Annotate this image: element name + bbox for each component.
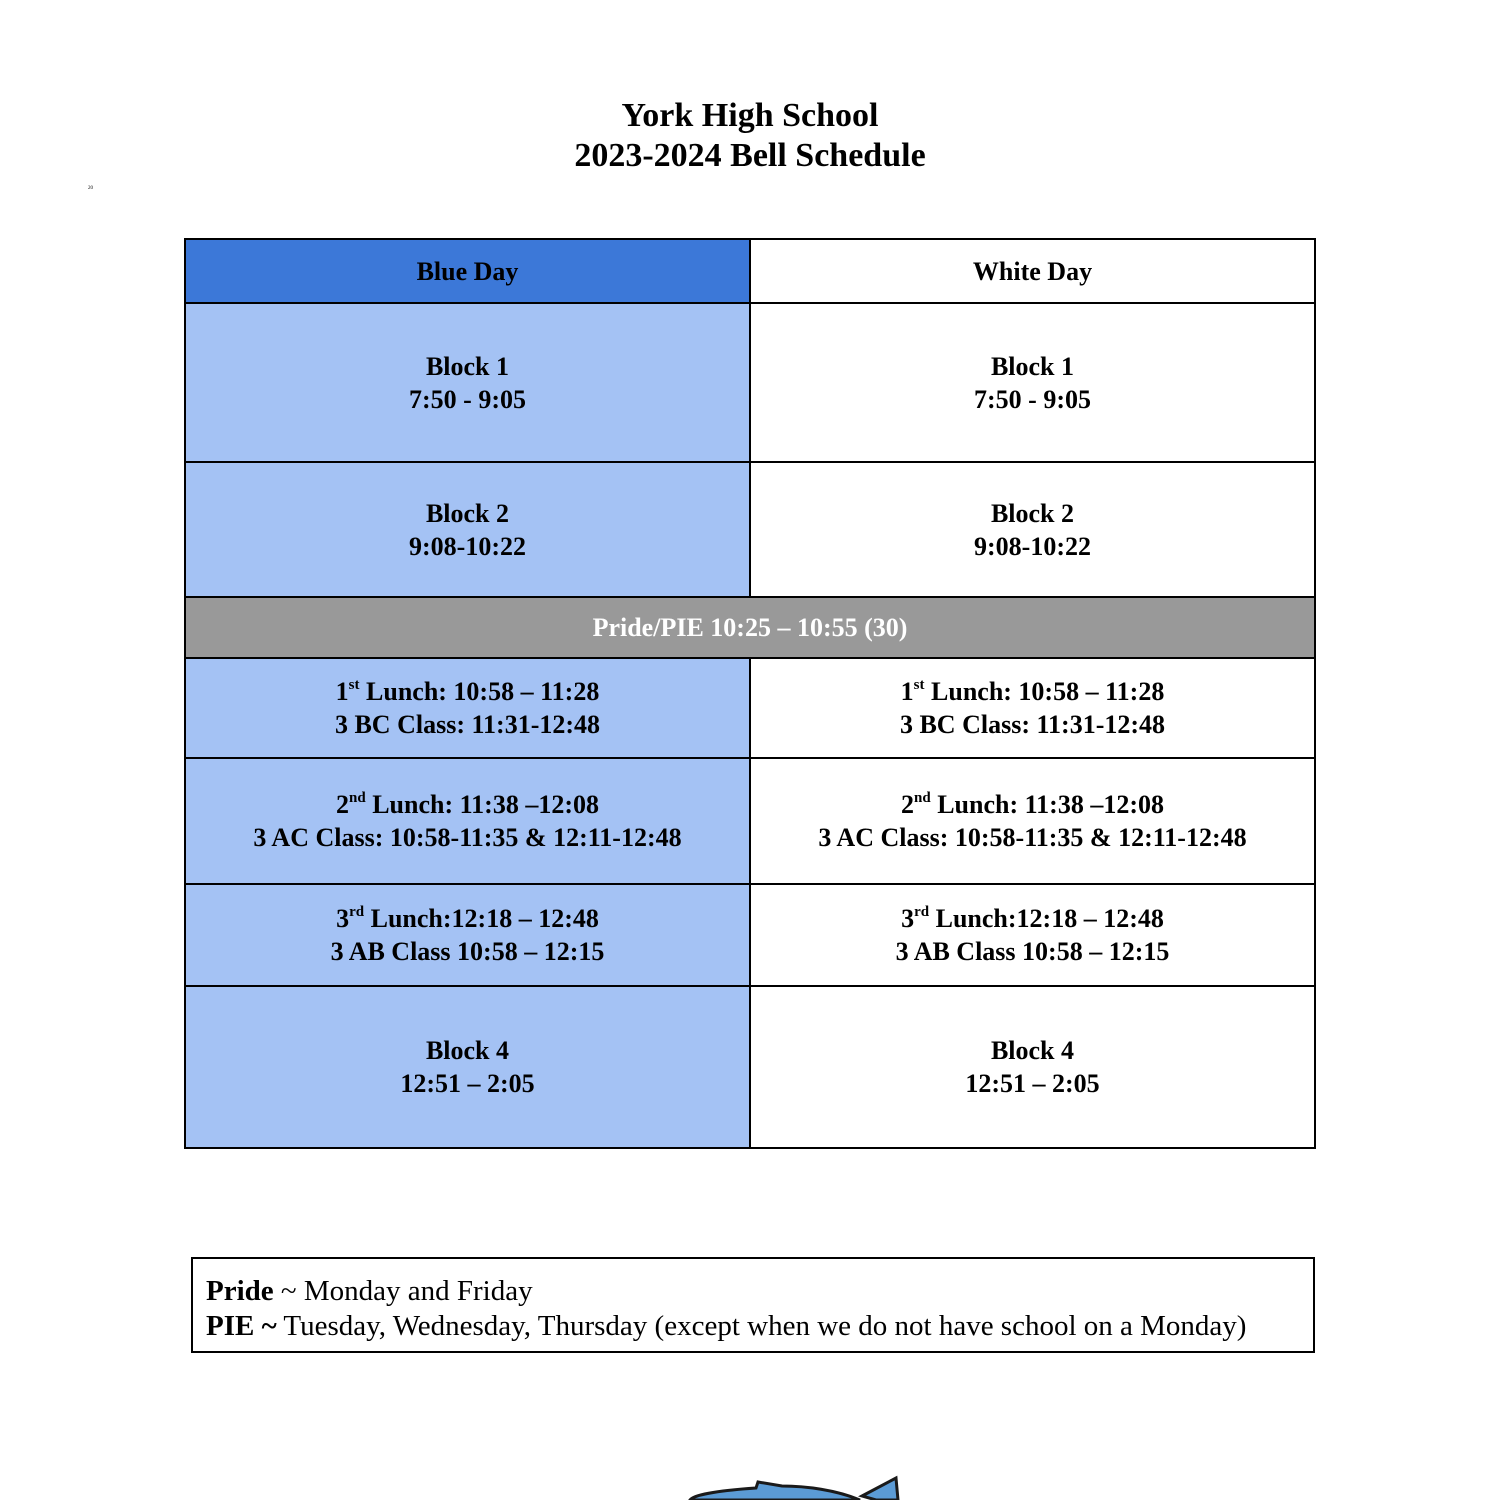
white-lunch-2: 2nd Lunch: 11:38 –12:08 3 AC Class: 10:58-11:35 & 12:11-12:48 [750, 758, 1315, 884]
table-row [185, 884, 1315, 986]
blue-lunch-1: 1st Lunch: 10:58 – 11:28 3 BC Class: 11:31-12:48 [185, 658, 750, 758]
pride-pie-legend [191, 1257, 1315, 1353]
white-block-2: Block 2 9:08-10:22 [750, 462, 1315, 597]
blue-block-2: Block 2 9:08-10:22 [185, 462, 750, 597]
table-row [185, 758, 1315, 884]
blue-day-header: Blue Day [185, 239, 750, 303]
blue-lunch-2: 2nd Lunch: 11:38 –12:08 3 AC Class: 10:58-11:35 & 12:11-12:48 [185, 758, 750, 884]
blue-block-1: Block 1 7:50 - 9:05 [185, 303, 750, 462]
bell-schedule-table [184, 238, 1316, 1149]
tiny-page-mark: 20 [88, 186, 93, 191]
pie-legend-line: PIE ~ Tuesday, Wednesday, Thursday (except when we do not have school on a Monday) [206, 1310, 1247, 1342]
mascot-fish-icon [686, 1474, 916, 1500]
pride-pie-row [185, 597, 1315, 658]
white-day-header: White Day [750, 239, 1315, 303]
school-name: York High School [621, 97, 879, 134]
table-row [185, 658, 1315, 758]
page-title [0, 96, 1500, 176]
white-lunch-1: 1st Lunch: 10:58 – 11:28 3 BC Class: 11:31-12:48 [750, 658, 1315, 758]
pride-legend-line: Pride ~ Monday and Friday [206, 1275, 533, 1307]
pride-pie-cell: Pride/PIE 10:25 – 10:55 (30) [185, 597, 1315, 658]
schedule-subtitle: 2023-2024 Bell Schedule [574, 137, 926, 174]
blue-lunch-3: 3rd Lunch:12:18 – 12:48 3 AB Class 10:58 – 12:15 [185, 884, 750, 986]
white-lunch-3: 3rd Lunch:12:18 – 12:48 3 AB Class 10:58 – 12:15 [750, 884, 1315, 986]
table-row [185, 986, 1315, 1148]
table-row [185, 462, 1315, 597]
white-block-4: Block 4 12:51 – 2:05 [750, 986, 1315, 1148]
table-row [185, 303, 1315, 462]
white-block-1: Block 1 7:50 - 9:05 [750, 303, 1315, 462]
table-header-row [185, 239, 1315, 303]
blue-block-4: Block 4 12:51 – 2:05 [185, 986, 750, 1148]
